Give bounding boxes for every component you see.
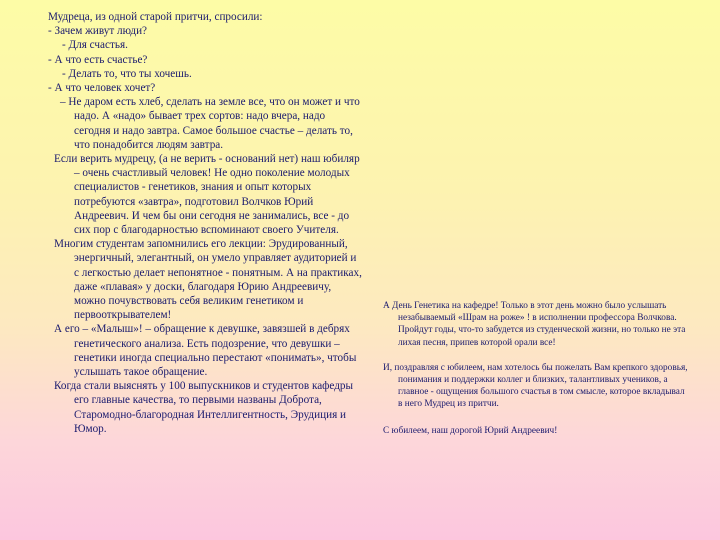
left-text-column — [48, 10, 362, 436]
paragraph-wishes: И, поздравляя с юбилеем, нам хотелось бы пожелать Вам крепкого здоровья, понимания и поддержки коллег и близких, талантливых учеников, а главное - ощущения большого счастья в том смысле, которое вкладывал в него Мудрец из притчи. — [383, 362, 688, 410]
paragraph-congratulation: С юбилеем, наш дорогой Юрий Андреевич! — [383, 425, 558, 436]
paragraph-genetics-day: А День Генетика на кафедре! Только в этот день можно было услышать незабываемый «Шрам на роже» ! в исполнении профессора Волчкова. Пройдут годы, что-то забудется из студенческой жизни, но только не эта лихая песня, припев которой орали все! — [383, 301, 686, 348]
dialogue-answer-1: - Для счастья. — [62, 39, 128, 52]
right-text-column — [383, 300, 688, 450]
dialogue-question-2: - А что есть счастье? — [48, 53, 148, 66]
dialogue-answer-2: - Делать то, что ты хочешь. — [62, 67, 192, 80]
dialogue-answer-3: – Не даром есть хлеб, сделать на земле все, что он может и что надо. А «надо» бывает трех сортов: надо вчера, надо сегодня и надо завтра. Самое большое счастье – делать то, что понадобится людям завтра. — [60, 96, 360, 151]
paragraph-qualities: Когда стали выяснять у 100 выпускников и студентов кафедры его главные качества, то первыми названы Доброта, Старомодно-благородная Интеллигентность, Эрудиция и Юмор. — [54, 380, 354, 435]
paragraph-jubilee: Если верить мудрецу, (а не верить - оснований нет) наш юбиляр – очень счастливый человек! Не одно поколение молодых специалистов - генетиков, знания и опыт которых потребуются «завтра», подготовил Волчков Юрий Андреевич. И чем бы они сегодня не занимались, все - до сих пор с благодарностью вспоминают своего Учителя. — [54, 153, 360, 237]
paragraph-lectures: Многим студентам запомнились его лекции: Эрудированный, энергичный, элегантный, он умело управляет аудиторией и с легкостью делает непонятное - понятным. А на практиках, даже «плавая» у доски, благодаря Юрию Андреевичу, можно почувствовать себя великим генетиком и первооткрывателем! — [54, 238, 362, 322]
paragraph-intro: Мудреца, из одной старой притчи, спросили: — [48, 11, 263, 23]
paragraph-malysh: А его – «Малыш»! – обращение к девушке, завязшей в дебрях генетического анализа. Есть подозрение, что девушки – генетики иногда специально перестают «понимать», чтобы услышать такое обращение. — [54, 323, 357, 379]
dialogue-question-1: - Зачем живут люди? — [48, 25, 148, 38]
dialogue-question-3: - А что человек хочет? — [48, 82, 156, 95]
